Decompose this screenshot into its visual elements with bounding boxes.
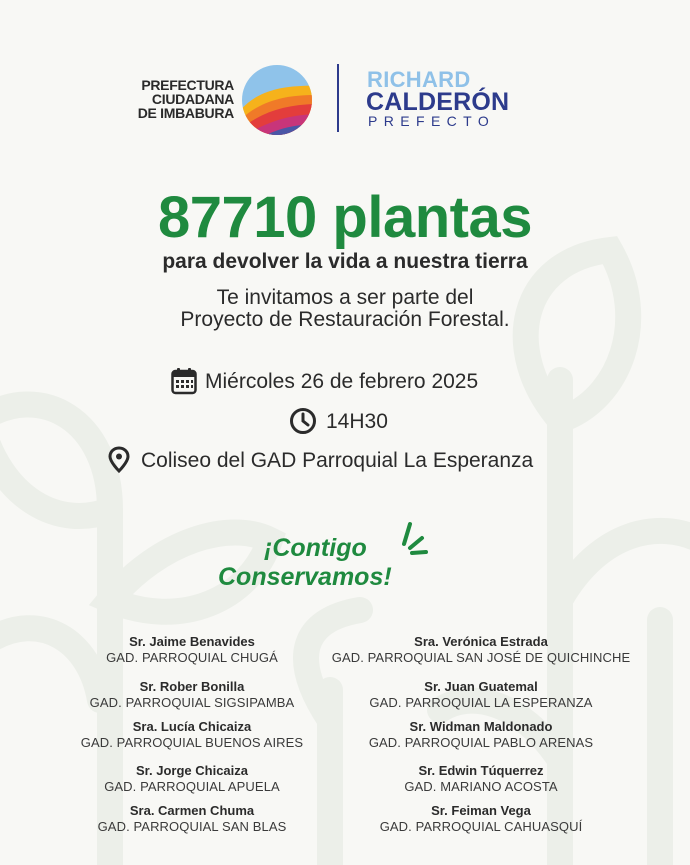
event-date: Miércoles 26 de febrero 2025 — [205, 370, 479, 393]
clock-icon — [289, 407, 317, 435]
official-name: Sr. Feiman Vega — [431, 803, 531, 818]
official-left-5 — [42, 803, 342, 835]
official-right-2 — [320, 679, 642, 711]
prefect-first-name: RICHARD — [367, 67, 471, 92]
map-pin-icon — [108, 446, 130, 474]
official-org: GAD. PARROQUIAL BUENOS AIRES — [80, 735, 304, 750]
official-org: GAD. PARROQUIAL CAHUASQUÍ — [379, 819, 583, 834]
official-name: Sr. Widman Maldonado — [409, 719, 553, 734]
header-divider — [337, 64, 339, 132]
official-org: GAD. PARROQUIAL SAN JOSÉ DE QUICHINCHE — [331, 650, 631, 665]
official-right-4 — [320, 763, 642, 795]
subheadline: para devolver la vida a nuestra tierra — [162, 250, 528, 273]
invitation-line-1: Te invitamos a ser parte del — [216, 286, 474, 309]
official-name: Sra. Verónica Estrada — [414, 634, 548, 649]
slogan-line-1: ¡Contigo — [264, 534, 367, 562]
official-org: GAD. PARROQUIAL LA ESPERANZA — [369, 695, 593, 710]
event-location: Coliseo del GAD Parroquial La Esperanza — [141, 449, 534, 472]
official-left-3 — [42, 719, 342, 751]
official-org: GAD. PARROQUIAL CHUGÁ — [106, 650, 278, 665]
invitation-line-2: Proyecto de Restauración Forestal. — [180, 308, 510, 331]
prefect-role: PREFECTO — [368, 113, 496, 129]
official-name: Sra. Carmen Chuma — [129, 803, 255, 818]
official-org: GAD. MARIANO ACOSTA — [404, 779, 558, 794]
official-name: Sr. Rober Bonilla — [139, 679, 245, 694]
official-org: GAD. PARROQUIAL SIGSIPAMBA — [89, 695, 295, 710]
official-name: Sra. Lucía Chicaiza — [132, 719, 252, 734]
calendar-icon — [171, 367, 197, 395]
prefectura-emblem-logo — [241, 64, 313, 136]
official-right-5 — [320, 803, 642, 835]
prefectura-wordmark — [130, 78, 234, 120]
slogan-line-2: Conservamos! — [218, 563, 392, 591]
contigo-conservamos-slogan — [214, 520, 454, 592]
official-left-2 — [42, 679, 342, 711]
event-time: 14H30 — [326, 410, 388, 433]
official-org: GAD. PARROQUIAL PABLO ARENAS — [368, 735, 594, 750]
official-name: Sr. Edwin Túquerrez — [418, 763, 544, 778]
official-name: Sr. Jaime Benavides — [129, 634, 255, 649]
prefect-last-name: CALDERÓN — [366, 88, 510, 116]
official-right-1 — [320, 634, 642, 666]
prefectura-line-2: CIUDADANA — [151, 91, 234, 107]
official-name: Sr. Juan Guatemal — [424, 679, 538, 694]
official-org: GAD. PARROQUIAL APUELA — [104, 779, 280, 794]
official-right-3 — [320, 719, 642, 751]
official-left-1 — [42, 634, 342, 666]
prefectura-line-3: DE IMBABURA — [137, 105, 234, 121]
official-org: GAD. PARROQUIAL SAN BLAS — [97, 819, 287, 834]
prefectura-line-1: PREFECTURA — [141, 77, 234, 93]
sparkle-icon — [404, 524, 426, 553]
official-name: Sr. Jorge Chicaiza — [136, 763, 248, 778]
official-left-4 — [42, 763, 342, 795]
invitation-text — [0, 287, 690, 331]
headline: 87710 plantas — [158, 185, 532, 250]
